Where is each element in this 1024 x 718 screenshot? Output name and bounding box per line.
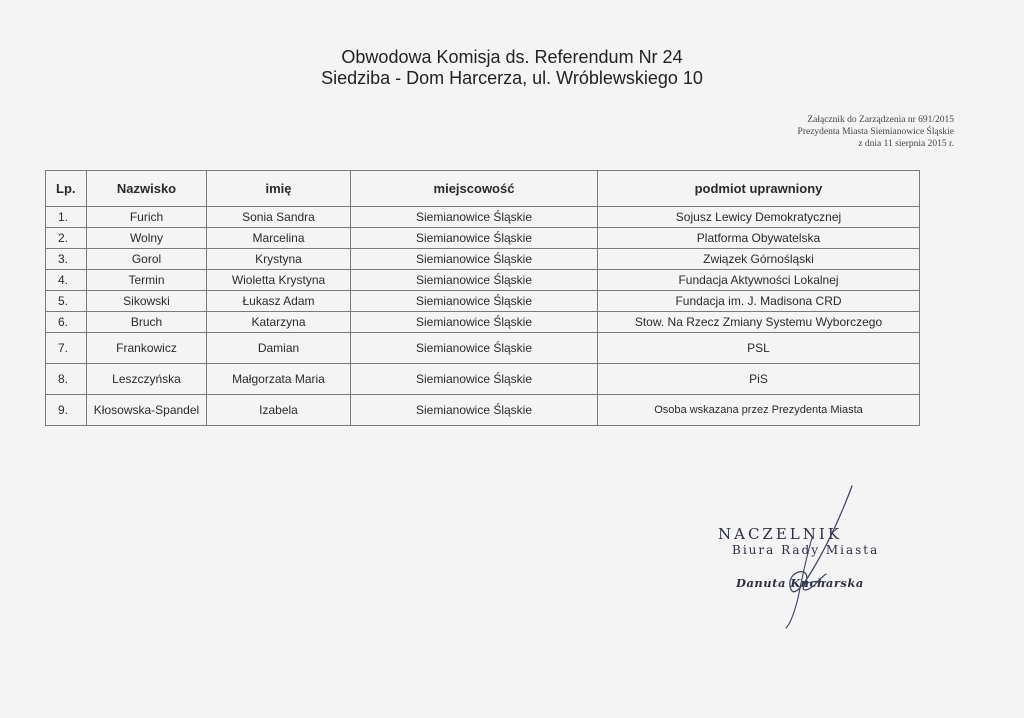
cell-nazwisko: Leszczyńska (87, 364, 207, 395)
table-row (46, 395, 920, 426)
table-row (46, 207, 920, 228)
cell-imie: Izabela (207, 395, 351, 426)
cell-podmiot: Związek Górnośląski (598, 249, 920, 270)
cell-nazwisko: Gorol (87, 249, 207, 270)
attachment-line2: Prezydenta Miasta Siemianowice Śląskie (797, 127, 954, 137)
cell-imie: Małgorzata Maria (207, 364, 351, 395)
cell-miejscowosc: Siemianowice Śląskie (351, 249, 598, 270)
cell-podmiot: PiS (598, 364, 920, 395)
cell-nazwisko: Furich (87, 207, 207, 228)
cell-lp: 1. (46, 207, 87, 228)
cell-lp: 3. (46, 249, 87, 270)
attachment-line1: Załącznik do Zarządzenia nr 691/2015 (807, 115, 954, 125)
attachment-line3: z dnia 11 sierpnia 2015 r. (858, 139, 954, 149)
header-nazwisko: Nazwisko (87, 171, 207, 207)
cell-lp: 2. (46, 228, 87, 249)
document-title-line2: Siedziba - Dom Harcerza, ul. Wróblewskiego 10 (321, 68, 703, 88)
cell-imie: Sonia Sandra (207, 207, 351, 228)
table-row (46, 249, 920, 270)
cell-podmiot: Stow. Na Rzecz Zmiany Systemu Wyborczego (598, 312, 920, 333)
table-row (46, 364, 920, 395)
cell-podmiot: Platforma Obywatelska (598, 228, 920, 249)
stamp-title: NACZELNIK (718, 525, 843, 543)
cell-lp: 4. (46, 270, 87, 291)
table-row (46, 312, 920, 333)
stamp-name: Danuta Kucharska (736, 576, 864, 590)
header-lp: Lp. (46, 171, 87, 207)
cell-imie: Damian (207, 333, 351, 364)
cell-lp: 5. (46, 291, 87, 312)
cell-nazwisko: Frankowicz (87, 333, 207, 364)
cell-imie: Krystyna (207, 249, 351, 270)
cell-miejscowosc: Siemianowice Śląskie (351, 207, 598, 228)
cell-podmiot: Sojusz Lewicy Demokratycznej (598, 207, 920, 228)
document-title-line1: Obwodowa Komisja ds. Referendum Nr 24 (341, 47, 683, 67)
table-row (46, 228, 920, 249)
cell-miejscowosc: Siemianowice Śląskie (351, 395, 598, 426)
header-miejscowosc: miejscowość (351, 171, 598, 207)
header-imie: imię (207, 171, 351, 207)
cell-lp: 7. (46, 333, 87, 364)
handwritten-signature (740, 478, 880, 638)
cell-miejscowosc: Siemianowice Śląskie (351, 270, 598, 291)
cell-imie: Wioletta Krystyna (207, 270, 351, 291)
cell-podmiot: Osoba wskazana przez Prezydenta Miasta (598, 395, 920, 426)
cell-nazwisko: Termin (87, 270, 207, 291)
table-row (46, 333, 920, 364)
cell-miejscowosc: Siemianowice Śląskie (351, 228, 598, 249)
header-podmiot: podmiot uprawniony (598, 171, 920, 207)
table-row (46, 291, 920, 312)
table-header-row (46, 171, 920, 207)
cell-imie: Marcelina (207, 228, 351, 249)
cell-imie: Łukasz Adam (207, 291, 351, 312)
cell-miejscowosc: Siemianowice Śląskie (351, 333, 598, 364)
cell-nazwisko: Wolny (87, 228, 207, 249)
table-row (46, 270, 920, 291)
cell-imie: Katarzyna (207, 312, 351, 333)
cell-lp: 8. (46, 364, 87, 395)
cell-podmiot: Fundacja im. J. Madisona CRD (598, 291, 920, 312)
cell-miejscowosc: Siemianowice Śląskie (351, 291, 598, 312)
cell-nazwisko: Kłosowska-Spandel (87, 395, 207, 426)
cell-lp: 9. (46, 395, 87, 426)
cell-podmiot: PSL (598, 333, 920, 364)
stamp-office: Biura Rady Miasta (732, 543, 880, 557)
cell-nazwisko: Bruch (87, 312, 207, 333)
cell-miejscowosc: Siemianowice Śląskie (351, 312, 598, 333)
attachment-note (694, 114, 954, 150)
cell-podmiot: Fundacja Aktywności Lokalnej (598, 270, 920, 291)
cell-nazwisko: Sikowski (87, 291, 207, 312)
cell-miejscowosc: Siemianowice Śląskie (351, 364, 598, 395)
committee-members-table (45, 170, 920, 426)
cell-lp: 6. (46, 312, 87, 333)
